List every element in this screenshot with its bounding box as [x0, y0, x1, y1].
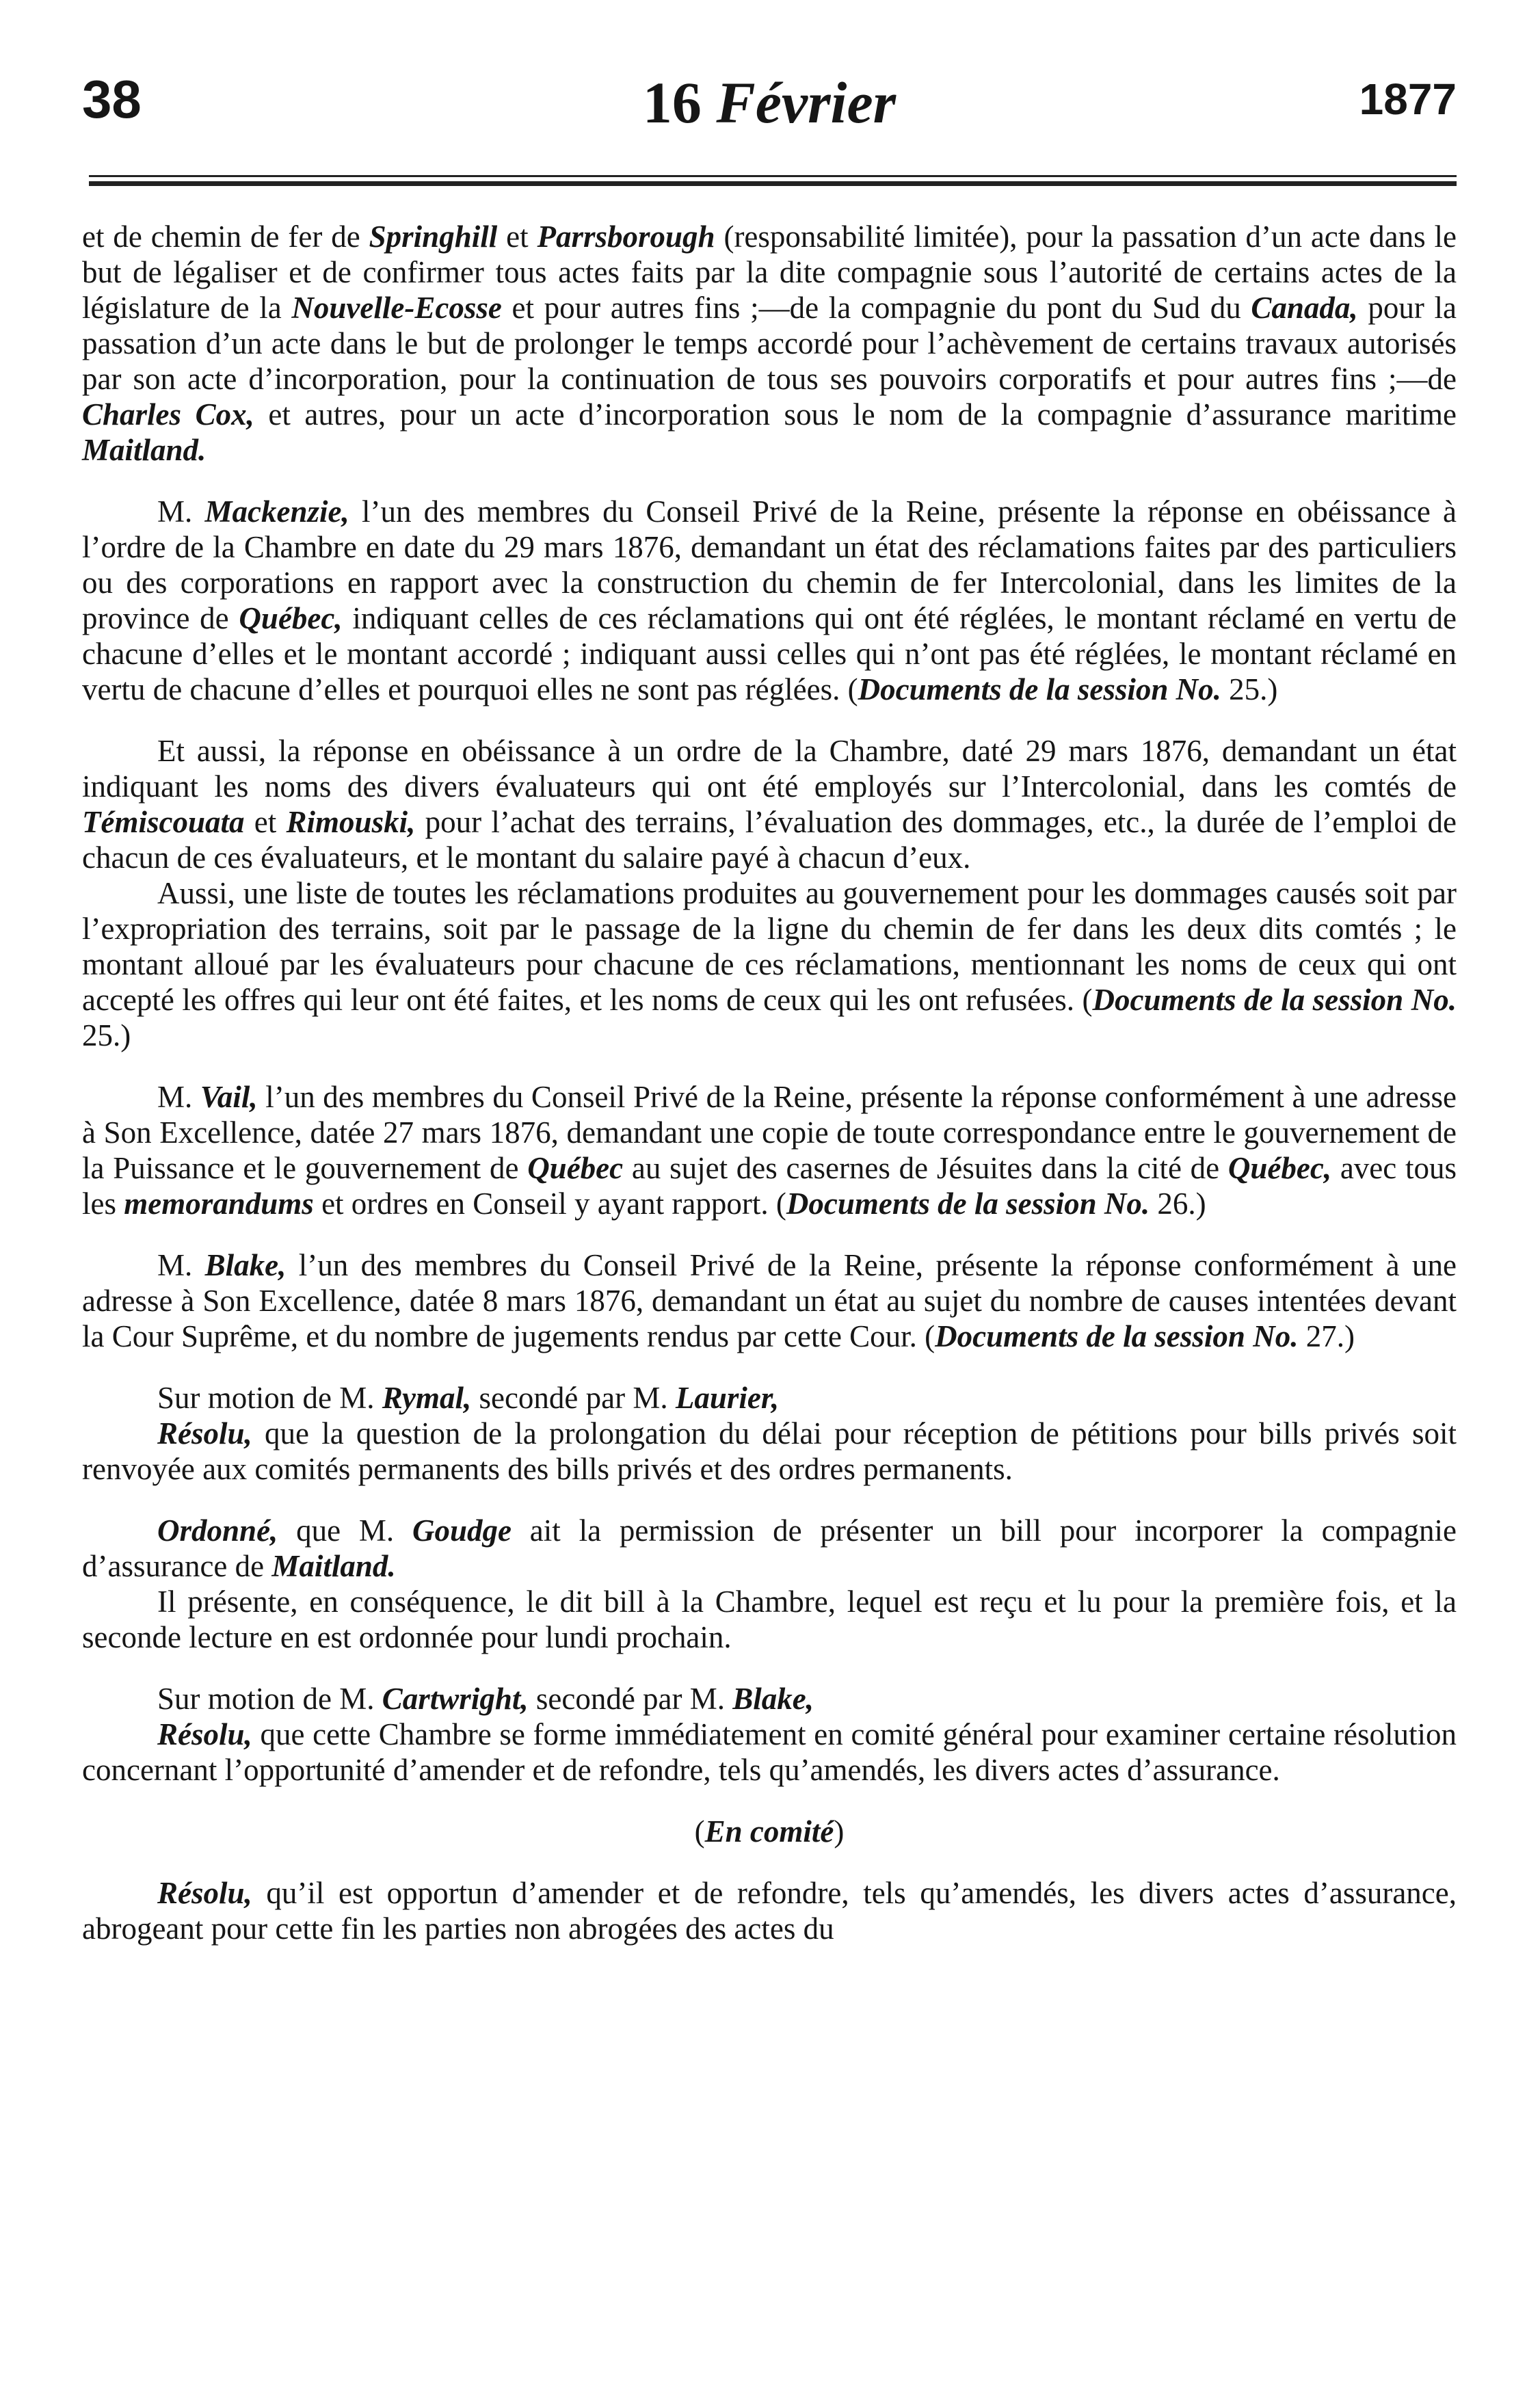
text-run: Aussi, une liste de toutes les réclamations produites au gouvernement pour les dommages causés soit par l’expropriation des terrains, soit par le passage de la ligne du chemin de fer dans les deux dits comtés ; le montant alloué par les évaluateurs pour chacune de ces réclamations, mentionnant les noms de ceux qui ont accepté les offres qui leur ont été faites, et les noms de ceux qui les ont refusées. (: [82, 876, 1457, 1017]
page-body: [82, 219, 1457, 1946]
text-run: et ordres en Conseil y ayant rapport. (: [313, 1187, 786, 1221]
text-run: qu’il est opportun d’amender et de refondre, tels qu’amendés, les divers actes d’assurance, abrogeant pour cette fin les parties non abrogées des actes du: [82, 1876, 1457, 1946]
emphasis-run: Maitland.: [271, 1549, 396, 1583]
text-run: Il présente, en conséquence, le dit bill à la Chambre, lequel est reçu et lu pour la première fois, et la seconde lecture en est ordonnée pour lundi prochain.: [82, 1585, 1457, 1654]
emphasis-run: Springhill: [369, 220, 498, 254]
emphasis-run: Témiscouata: [82, 805, 245, 839]
paragraph-p4: [82, 875, 1457, 1053]
text-run: et pour autres fins ;—de la compagnie du pont du Sud du: [501, 291, 1251, 325]
emphasis-run: Charles Cox,: [82, 397, 254, 432]
paragraph-p8: [82, 1416, 1457, 1487]
header-day: 16: [642, 70, 702, 135]
text-run: que M.: [278, 1513, 412, 1548]
emphasis-run: Blake,: [204, 1248, 287, 1282]
page-number: 38: [82, 69, 142, 129]
text-run: l’un des membres du Conseil Privé de la Reine, présente la réponse en obéissance à l’ordre de la Chambre en date du 29 mars 1876, demandant un état des réclamations faites par des particuliers ou des corporations en rapport avec la construction du chemin de fer Intercolonial, dans les limites de la province de: [82, 494, 1457, 635]
emphasis-run: Laurier,: [675, 1381, 780, 1415]
emphasis-run: Mackenzie,: [204, 494, 349, 529]
text-run: pour la passation d’un acte dans le but de prolonger le temps accordé pour l’achèvement de certains travaux autorisés par son acte d’incorporation, pour la continuation de tous ses pouvoirs corporatifs et pour autres fins ;—de: [82, 291, 1457, 396]
emphasis-run: Documents de la session No.: [786, 1187, 1150, 1221]
text-run: au sujet des casernes de Jésuites dans la cité de: [623, 1151, 1228, 1185]
text-run: et: [244, 805, 287, 839]
text-run: indiquant celles de ces réclamations qui ont été réglées, le montant réclamé en vertu de chacune d’elles et le montant accordé ; indiquant aussi celles qui n’ont pas été réglées, le montant réclamé en vertu de chacune d’elles et pourquoi elles ne sont pas réglées. (: [82, 601, 1457, 706]
text-run: que la question de la prolongation du délai pour réception de pétitions pour bills privés soit renvoyée aux comités permanents des bills privés et des ordres permanents.: [82, 1416, 1457, 1486]
emphasis-run: Résolu,: [157, 1876, 252, 1910]
emphasis-run: Résolu,: [157, 1416, 252, 1451]
emphasis-run: Documents de la session No.: [935, 1319, 1299, 1353]
emphasis-run: Québec,: [239, 601, 343, 635]
paragraph-p6: [82, 1247, 1457, 1354]
text-run: (responsabilité limitée), pour la passation d’un acte dans le but de légaliser et de confirmer tous actes faits par la dite compagnie sous l’autorité de certains actes de la législature de la: [82, 220, 1457, 325]
text-run: que cette Chambre se forme immédiatement en comité général pour examiner certaine résolution concernant l’opportunité d’amender et de refondre, tels qu’amendés, les divers actes d’assurance.: [82, 1717, 1457, 1787]
paragraph-p9: [82, 1513, 1457, 1584]
paragraph-p12: [82, 1717, 1457, 1788]
emphasis-run: Blake,: [732, 1682, 814, 1716]
emphasis-run: Vail,: [200, 1080, 258, 1114]
text-run: M.: [157, 494, 205, 529]
emphasis-run: Québec: [527, 1151, 624, 1185]
paragraph-p5: [82, 1079, 1457, 1221]
text-run: secondé par M.: [528, 1682, 733, 1716]
paragraph-p1: [82, 219, 1457, 468]
text-run: 26.): [1150, 1187, 1206, 1221]
paragraph-p14: [82, 1875, 1457, 1946]
text-run: (: [694, 1814, 705, 1849]
header-rule-thin: [89, 175, 1457, 177]
emphasis-run: Rimouski,: [286, 805, 416, 839]
text-run: Sur motion de M.: [157, 1682, 382, 1716]
paragraph-p7: [82, 1380, 1457, 1416]
text-run: et: [497, 220, 537, 254]
emphasis-run: Documents de la session No.: [1092, 983, 1457, 1017]
text-run: et de chemin de fer de: [82, 220, 369, 254]
text-run: pour l’achat des terrains, l’évaluation des dommages, etc., la durée de l’emploi de chacun de ces évaluateurs, et le montant du salaire payé à chacun d’eux.: [82, 805, 1457, 875]
text-run: l’un des membres du Conseil Privé de la Reine, présente la réponse conformément à une adresse à Son Excellence, datée 27 mars 1876, demandant une copie de toute correspondance entre le gouvernement de la Puissance et le gouvernement de: [82, 1080, 1457, 1185]
emphasis-run: Ordonné,: [157, 1513, 278, 1548]
emphasis-run: Parrsborough: [537, 220, 715, 254]
header-rule-thick: [89, 181, 1457, 186]
text-run: secondé par M.: [471, 1381, 676, 1415]
header-date: [82, 68, 1457, 137]
text-run: et autres, pour un acte d’incorporation sous le nom de la compagnie d’assurance maritime: [254, 397, 1457, 432]
text-run: ): [834, 1814, 845, 1849]
emphasis-run: Maitland.: [82, 433, 207, 467]
emphasis-run: Québec,: [1227, 1151, 1332, 1185]
text-run: M.: [157, 1080, 200, 1114]
text-run: l’un des membres du Conseil Privé de la Reine, présente la réponse conformément à une adresse à Son Excellence, datée 8 mars 1876, demandant un état au sujet du nombre de causes intentées devant la Cour Suprême, et du nombre de jugements rendus par cette Cour. (: [82, 1248, 1457, 1353]
emphasis-run: Goudge: [412, 1513, 512, 1548]
emphasis-run: memorandums: [124, 1187, 314, 1221]
text-run: 27.): [1298, 1319, 1355, 1353]
paragraph-p13: [82, 1814, 1457, 1849]
page-header: [82, 68, 1457, 144]
header-month: Février: [716, 70, 897, 135]
paragraph-p10: [82, 1584, 1457, 1655]
emphasis-run: Rymal,: [382, 1381, 472, 1415]
emphasis-run: En comité: [704, 1814, 834, 1849]
paragraph-p11: [82, 1681, 1457, 1717]
emphasis-run: Canada,: [1251, 291, 1358, 325]
text-run: ait la permission de présenter un bill pour incorporer la compagnie d’assurance de: [82, 1513, 1457, 1583]
paragraph-p2: [82, 494, 1457, 707]
text-run: avec tous les: [82, 1151, 1457, 1221]
header-year: 1877: [1359, 75, 1457, 124]
text-run: Et aussi, la réponse en obéissance à un ordre de la Chambre, daté 29 mars 1876, demandant un état indiquant les noms des divers évaluateurs qui ont été employés sur l’Intercolonial, dans les comtés de: [82, 734, 1457, 804]
emphasis-run: Résolu,: [157, 1717, 252, 1751]
text-run: 25.): [82, 1018, 131, 1052]
emphasis-run: Cartwright,: [382, 1682, 529, 1716]
text-run: M.: [157, 1248, 205, 1282]
emphasis-run: Documents de la session No.: [858, 672, 1221, 706]
text-run: Sur motion de M.: [157, 1381, 382, 1415]
emphasis-run: Nouvelle-Ecosse: [291, 291, 502, 325]
text-run: 25.): [1221, 672, 1278, 706]
paragraph-p3: [82, 733, 1457, 875]
